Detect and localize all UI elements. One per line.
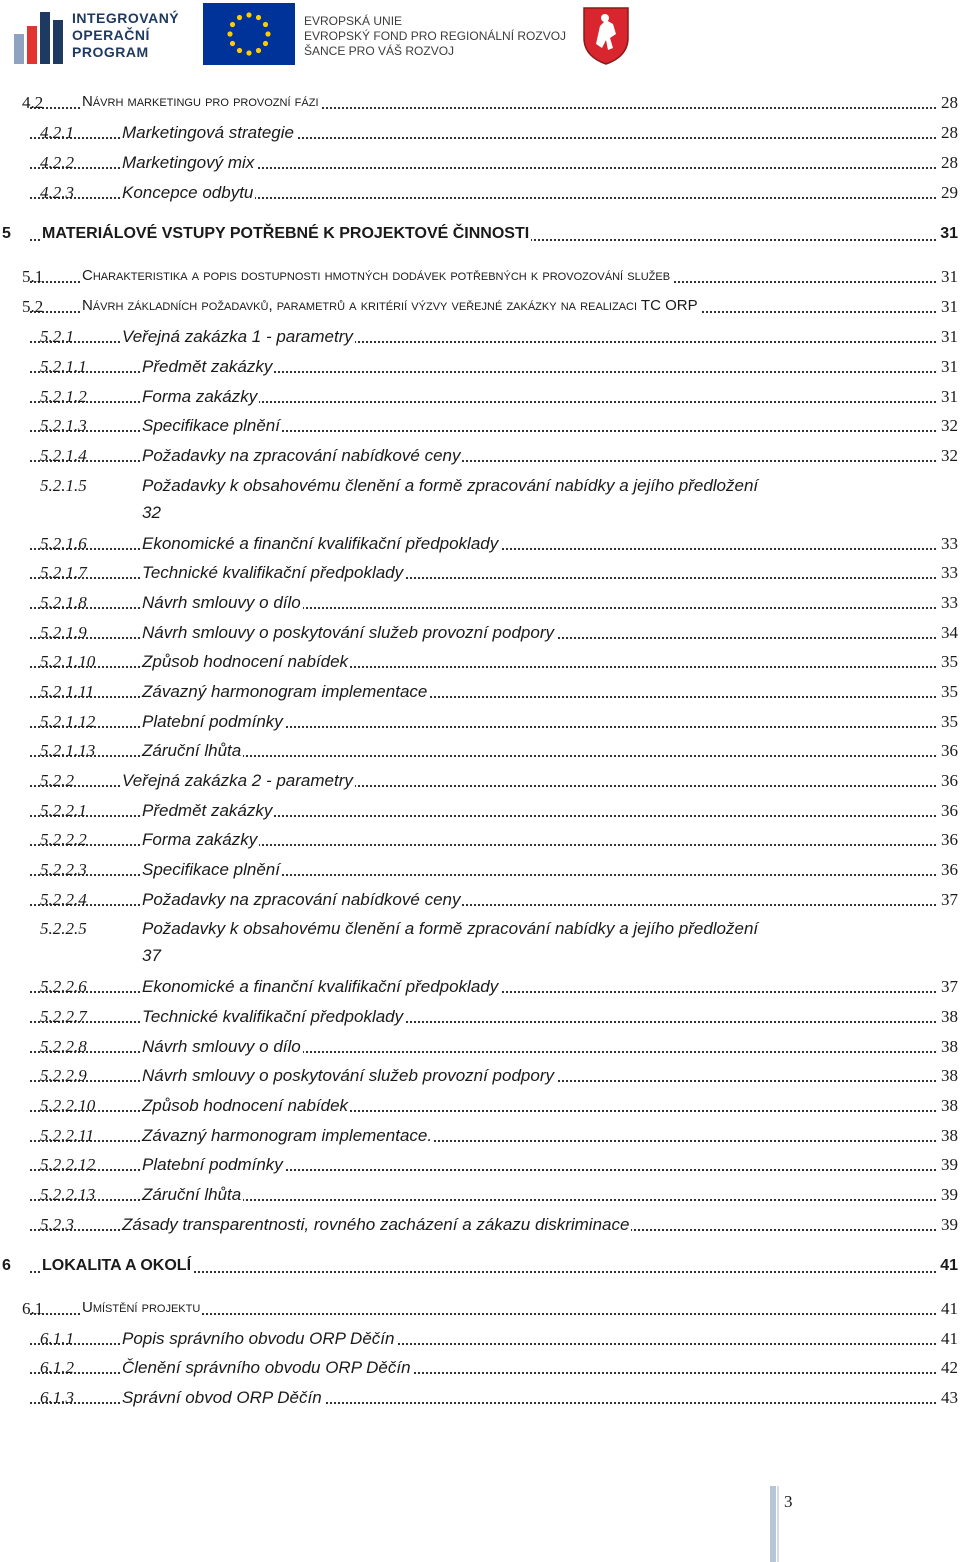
toc-entry[interactable] (0, 384, 960, 408)
toc-entry[interactable] (0, 1004, 960, 1028)
toc-entry-number: 4.2 (22, 93, 44, 112)
toc-entry[interactable] (0, 1034, 960, 1058)
toc-entry-number: 5.2.1.12 (40, 712, 96, 731)
toc-entry[interactable] (0, 798, 960, 822)
toc-entry-number: 5.2 (22, 297, 44, 316)
page-header (0, 0, 960, 72)
toc-entry-page: 33 (941, 563, 958, 582)
toc-entry-page: 28 (941, 123, 958, 142)
toc-entry[interactable] (0, 1123, 960, 1147)
toc-entry-title: Platební podmínky (142, 712, 283, 731)
toc-entry-number: 5.2.1.6 (40, 534, 87, 553)
toc-entry-page: 31 (940, 225, 958, 242)
toc-entry-number: 5.2.2.2 (40, 830, 87, 849)
toc-entry-page: 38 (941, 1007, 958, 1026)
toc-entry-page: 39 (941, 1215, 958, 1234)
eu-line-2: EVROPSKÝ FOND PRO REGIONÁLNÍ ROZVOJ (304, 29, 567, 43)
toc-entry[interactable] (0, 1296, 960, 1320)
toc-entry[interactable] (0, 887, 960, 911)
toc-entry-number: 4.2.1 (40, 123, 74, 142)
toc-entry[interactable] (0, 974, 960, 998)
toc-entry-number: 5.2.2.4 (40, 890, 87, 909)
toc-entry[interactable] (0, 738, 960, 762)
eu-text-block (304, 14, 584, 59)
toc-entry-page: 32 (142, 503, 161, 522)
toc-entry-number: 5.2.2.13 (40, 1185, 96, 1204)
toc-entry-number: 5 (2, 225, 11, 242)
toc-entry-title: Veřejná zakázka 2 - parametry (122, 771, 353, 790)
toc-entry-title: Marketingový mix (122, 153, 255, 172)
toc-entry[interactable] (0, 768, 960, 792)
toc-entry-number: 5.2.2.9 (40, 1066, 87, 1085)
iop-line-3: PROGRAM (72, 44, 149, 60)
toc-entry-number: 5.2.2.3 (40, 860, 87, 879)
toc-entry-page: 32 (941, 416, 958, 435)
toc-entry-page: 43 (941, 1388, 958, 1407)
toc-entry-title: Návrh marketingu pro provozní fázi (82, 93, 319, 110)
toc-entry-page: 29 (941, 183, 958, 202)
toc-entry-number: 6.1.2 (40, 1358, 74, 1377)
toc-entry[interactable] (0, 324, 960, 348)
toc-entry[interactable] (0, 264, 960, 288)
toc-entry-number: 5.2.2.6 (40, 977, 87, 996)
toc-entry-title: Ekonomické a finanční kvalifikační předpoklady (142, 977, 499, 996)
toc-entry-title: Požadavky k obsahovému členění a formě zpracování nabídky a jejího předložení (142, 919, 759, 938)
toc-entry-page: 42 (941, 1358, 958, 1377)
toc-entry-page: 35 (941, 712, 958, 731)
toc-entry[interactable] (0, 1355, 960, 1379)
toc-entry-number: 5.2.1.9 (40, 623, 87, 642)
toc-entry-title: Platební podmínky (142, 1155, 283, 1174)
toc-entry-page: 38 (941, 1066, 958, 1085)
toc-entry-title: Záruční lhůta (142, 1185, 242, 1204)
toc-entry[interactable] (0, 354, 960, 378)
toc-entry-page: 35 (941, 652, 958, 671)
toc-entry[interactable] (0, 1093, 960, 1117)
toc-entry-page: 36 (941, 830, 958, 849)
toc-entry-title: Způsob hodnocení nabídek (142, 652, 349, 671)
toc-entry-number: 5.2.2.11 (40, 1126, 94, 1145)
toc-entry[interactable] (0, 649, 960, 673)
toc-entry[interactable] (0, 620, 960, 644)
toc-entry-page: 31 (941, 297, 958, 316)
toc-entry[interactable] (0, 827, 960, 851)
toc-entry[interactable] (0, 1212, 960, 1236)
toc-entry-title: MATERIÁLOVÉ VSTUPY POTŘEBNÉ K PROJEKTOVÉ ČINNOSTI (42, 225, 530, 242)
toc-entry-title: Předmět zakázky (142, 357, 273, 376)
toc-entry-number: 5.2.1.1 (40, 357, 87, 376)
toc-entry-page: 35 (941, 682, 958, 701)
toc-entry-number: 6.1.3 (40, 1388, 74, 1407)
toc-entry-title: Specifikace plnění (142, 416, 280, 435)
iop-logo (14, 4, 180, 66)
toc-entry-page: 39 (941, 1185, 958, 1204)
toc-entry[interactable] (0, 857, 960, 881)
toc-entry[interactable] (0, 294, 960, 318)
iop-line-1: INTEGROVANÝ (72, 10, 180, 26)
toc-entry-page: 38 (941, 1126, 958, 1145)
toc-entry-title: Zásady transparentnosti, rovného zacházení a zákazu diskriminace (122, 1215, 630, 1234)
toc-entry-title: Marketingová strategie (122, 123, 294, 142)
toc-entry[interactable] (0, 1152, 960, 1176)
footer-bar-secondary (777, 1486, 779, 1562)
coat-of-arms-icon (580, 4, 632, 66)
toc-entry-page: 41 (941, 1299, 958, 1318)
toc-entry-number: 5.2.3 (40, 1215, 74, 1234)
toc-entry[interactable] (0, 120, 960, 144)
toc-entry-number: 5.2.1.3 (40, 416, 87, 435)
toc-entry-page: 37 (142, 946, 161, 965)
toc-entry-page: 33 (941, 534, 958, 553)
toc-entry-title: Forma zakázky (142, 830, 258, 849)
toc-entry[interactable] (0, 1326, 960, 1350)
toc-entry-title: Návrh základních požadavků, parametrů a kritérií výzvy veřejné zakázky na realizaci TC ORP (82, 297, 698, 314)
iop-line-2: OPERAČNÍ (72, 27, 150, 43)
toc-entry-page: 39 (941, 1155, 958, 1174)
toc-entry-title: LOKALITA A OKOLÍ (42, 1257, 192, 1274)
toc-entry-page: 36 (941, 801, 958, 820)
toc-entry[interactable] (0, 1063, 960, 1087)
toc-entry-title: Ekonomické a finanční kvalifikační předpoklady (142, 534, 499, 553)
toc-entry-number: 4.2.3 (40, 183, 74, 202)
toc-entry-number: 5.2.2.5 (40, 919, 87, 938)
toc-entry-title: Forma zakázky (142, 387, 258, 406)
toc-entry-number: 5.2.1.8 (40, 593, 87, 612)
toc-entry-number: 5.2.1.5 (40, 476, 87, 495)
iop-logo-mark-icon (14, 4, 66, 66)
toc-entry[interactable] (0, 590, 960, 614)
toc-entry-number: 4.2.2 (40, 153, 74, 172)
toc-entry-title: Způsob hodnocení nabídek (142, 1096, 349, 1115)
toc-entry-page: 31 (941, 357, 958, 376)
toc-entry-number: 5.2.1.2 (40, 387, 87, 406)
toc-entry-number: 6.1 (22, 1299, 44, 1318)
eu-flag-icon (203, 3, 295, 65)
toc-entry-title: Požadavky na zpracování nabídkové ceny (142, 890, 461, 909)
toc-entry[interactable] (0, 150, 960, 174)
toc-entry-title: Závazný harmonogram implementace. (142, 1126, 433, 1145)
toc-entry-page: 28 (941, 93, 958, 112)
toc-entry-title: Návrh smlouvy o poskytování služeb provozní podpory (142, 1066, 554, 1085)
toc-entry-page: 31 (941, 327, 958, 346)
toc-entry-number: 5.2.2 (40, 771, 74, 790)
toc-entry-page: 41 (941, 1329, 958, 1348)
toc-entry-title: Záruční lhůta (142, 741, 242, 760)
toc-entry-number: 5.2.1.11 (40, 682, 94, 701)
toc-entry-page: 37 (941, 890, 958, 909)
toc-entry-number: 6 (2, 1257, 11, 1274)
toc-entry-title: Požadavky na zpracování nabídkové ceny (142, 446, 461, 465)
toc-entry-number: 5.2.1.4 (40, 446, 87, 465)
toc-entry-title: Předmět zakázky (142, 801, 273, 820)
toc-entry[interactable] (0, 90, 960, 114)
toc-entry-page: 41 (940, 1257, 958, 1274)
toc-entry-title: Požadavky k obsahovému členění a formě zpracování nabídky a jejího předložení (142, 476, 759, 495)
toc-entry-title: Členění správního obvodu ORP Děčín (122, 1358, 411, 1377)
toc-entry-number: 5.2.1.10 (40, 652, 96, 671)
toc-entry-title: Popis správního obvodu ORP Děčín (122, 1329, 395, 1348)
toc-entry-page: 34 (941, 623, 958, 642)
toc-entry-number: 5.2.2.12 (40, 1155, 96, 1174)
toc-entry-title: Koncepce odbytu (122, 183, 254, 202)
toc-entry-title: Charakteristika a popis dostupnosti hmotných dodávek potřebných k provozování služeb (82, 267, 671, 284)
toc-entry-page: 38 (941, 1037, 958, 1056)
toc-entry-title: Technické kvalifikační předpoklady (142, 563, 404, 582)
toc-entry-title: Návrh smlouvy o dílo (142, 1037, 301, 1056)
toc-entry-page: 36 (941, 860, 958, 879)
toc-entry-page: 38 (941, 1096, 958, 1115)
toc-entry[interactable] (0, 222, 960, 246)
toc-entry[interactable] (0, 443, 960, 467)
page-number: 3 (784, 1492, 793, 1511)
toc-entry-title: Návrh smlouvy o dílo (142, 593, 301, 612)
toc-entry-number: 5.2.1.13 (40, 741, 96, 760)
toc-entry-page: 36 (941, 771, 958, 790)
toc-entry[interactable] (0, 679, 960, 703)
toc-entry-number: 5.1 (22, 267, 44, 286)
toc-entry[interactable] (0, 709, 960, 733)
toc-entry-number: 6.1.1 (40, 1329, 74, 1348)
toc-entry-title: Technické kvalifikační předpoklady (142, 1007, 404, 1026)
iop-logo-text (72, 10, 192, 61)
toc-entry-page: 32 (941, 446, 958, 465)
toc-entry-title: Umístění projektu (82, 1299, 201, 1316)
toc-entry[interactable] (0, 1254, 960, 1278)
toc-entry-number: 5.2.1 (40, 327, 74, 346)
toc-entry-page: 37 (941, 977, 958, 996)
toc-entry[interactable] (0, 1385, 960, 1409)
toc-entry[interactable] (0, 916, 960, 965)
toc-entry[interactable] (0, 560, 960, 584)
toc-entry-title: Správní obvod ORP Děčín (122, 1388, 322, 1407)
toc-entry[interactable] (0, 180, 960, 204)
toc-entry-number: 5.2.1.7 (40, 563, 87, 582)
toc-entry-number: 5.2.2.8 (40, 1037, 87, 1056)
toc-entry-title: Závazný harmonogram implementace (142, 682, 428, 701)
toc-entry-title: Návrh smlouvy o poskytování služeb provozní podpory (142, 623, 554, 642)
toc-entry-title: Specifikace plnění (142, 860, 280, 879)
toc-entry-title: Veřejná zakázka 1 - parametry (122, 327, 353, 346)
toc-entry-page: 33 (941, 593, 958, 612)
footer-bar (770, 1486, 776, 1562)
toc-entry-page: 31 (941, 267, 958, 286)
toc-entry-page: 28 (941, 153, 958, 172)
toc-entry-number: 5.2.2.1 (40, 801, 87, 820)
toc-entry-number: 5.2.2.7 (40, 1007, 87, 1026)
eu-line-3: ŠANCE PRO VÁŠ ROZVOJ (304, 44, 455, 58)
toc-entry-page: 31 (941, 387, 958, 406)
toc-entry[interactable] (0, 473, 960, 522)
toc-entry-page: 36 (941, 741, 958, 760)
eu-line-1: EVROPSKÁ UNIE (304, 14, 403, 28)
toc-entry[interactable] (0, 531, 960, 555)
toc-entry[interactable] (0, 413, 960, 437)
toc-entry-number: 5.2.2.10 (40, 1096, 96, 1115)
toc-entry[interactable] (0, 1182, 960, 1206)
